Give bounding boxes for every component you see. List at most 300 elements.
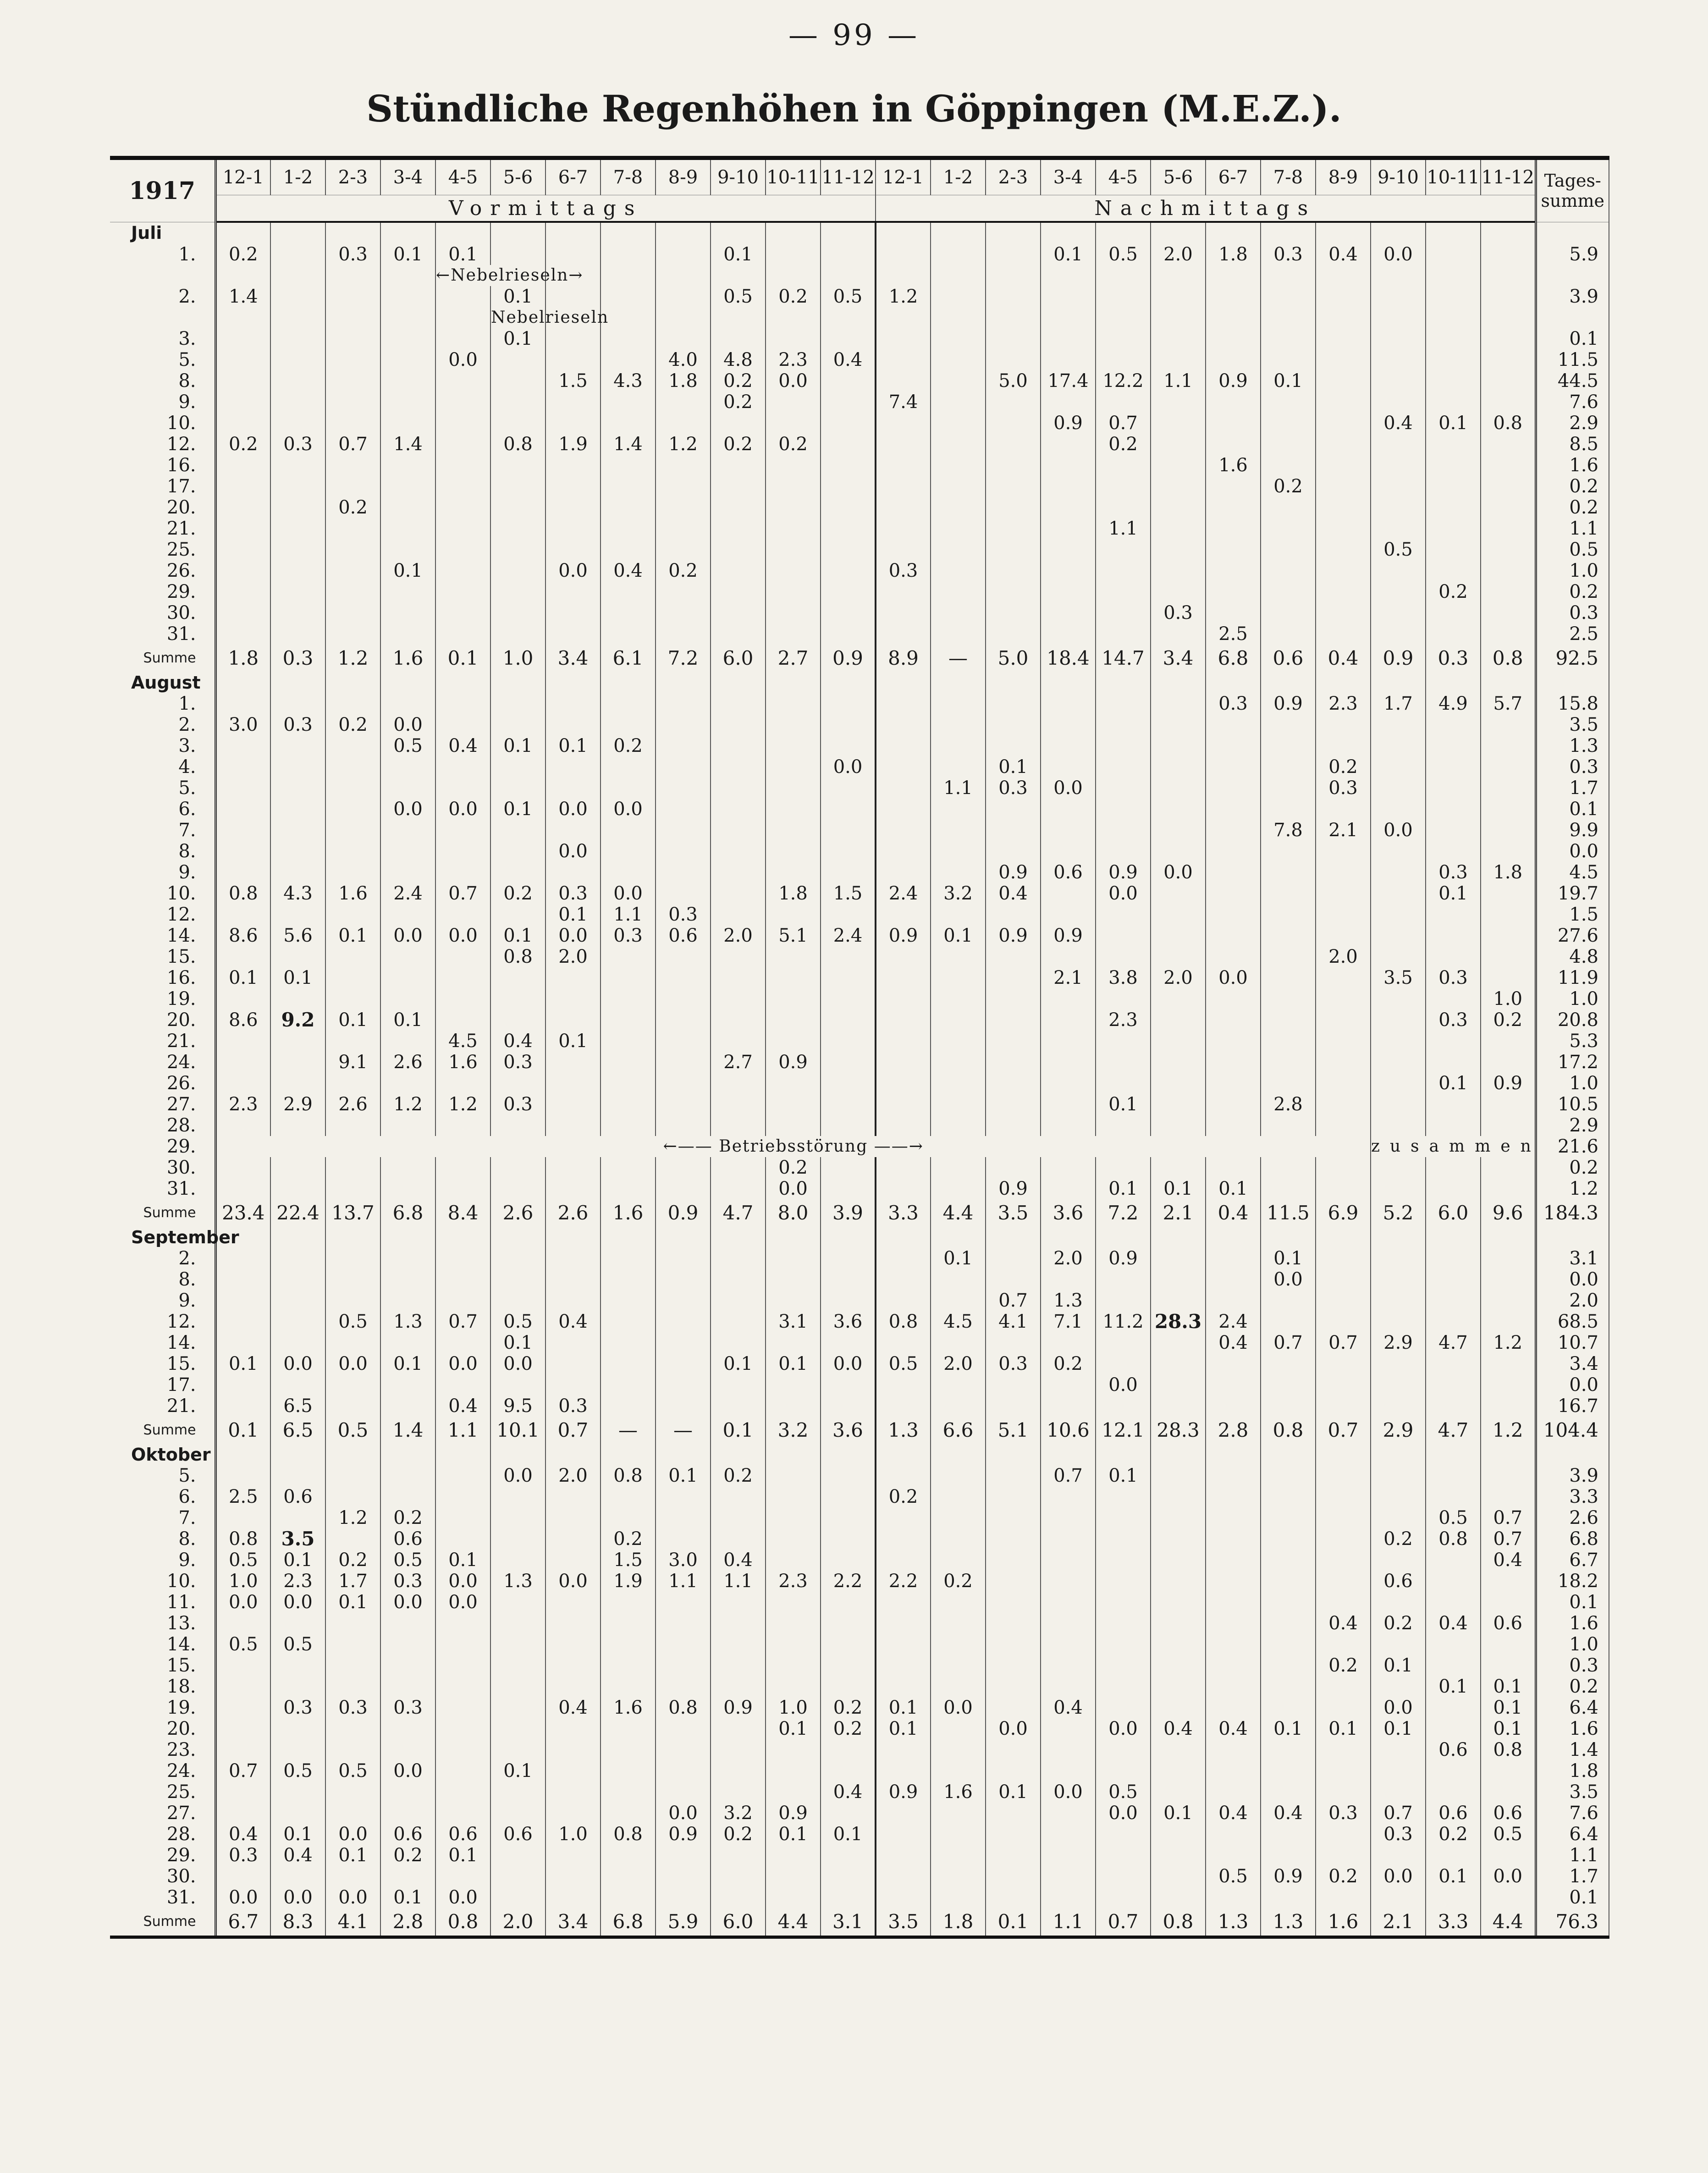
rain-value: 0.4 — [545, 1311, 601, 1332]
daily-total: 3.1 — [1536, 1248, 1609, 1269]
rain-value — [766, 560, 821, 581]
day-label: 20. — [110, 1718, 215, 1739]
rain-value — [1206, 1465, 1261, 1486]
rain-value — [1261, 904, 1316, 925]
rain-value — [711, 735, 766, 756]
rain-value — [1151, 799, 1206, 820]
rain-value — [1316, 1073, 1371, 1094]
rain-value — [545, 1718, 601, 1739]
rain-value — [986, 518, 1041, 539]
rain-value — [711, 1760, 766, 1781]
rain-value: 0.3 — [270, 1697, 325, 1718]
rain-value — [601, 841, 656, 862]
rain-value — [1481, 778, 1536, 799]
rain-value — [435, 539, 490, 560]
rain-value — [545, 1739, 601, 1760]
rain-value: 0.1 — [380, 244, 435, 265]
rain-value — [215, 476, 270, 497]
day-row — [110, 1248, 1609, 1269]
empty-cell — [1151, 265, 1206, 286]
rain-value: 0.3 — [1151, 602, 1206, 623]
rain-value — [325, 841, 380, 862]
rain-value — [711, 497, 766, 518]
rain-value — [1261, 841, 1316, 862]
rain-value — [1151, 1592, 1206, 1613]
rain-value — [656, 1634, 711, 1655]
rain-value — [1151, 1353, 1206, 1374]
rain-value — [1096, 1634, 1151, 1655]
rain-value — [821, 820, 876, 841]
rain-value: 0.2 — [380, 1845, 435, 1866]
empty-cell — [380, 222, 435, 244]
rain-value — [766, 1395, 821, 1417]
month-row — [110, 1227, 1609, 1248]
rain-value — [1261, 349, 1316, 370]
empty-cell — [215, 1444, 270, 1465]
rain-value — [1481, 1374, 1536, 1395]
rain-value — [1426, 735, 1481, 756]
rain-value — [1481, 841, 1536, 862]
rain-value — [380, 1269, 435, 1290]
rain-value — [656, 1178, 711, 1199]
rain-value: 1.1 — [711, 1571, 766, 1592]
rain-value: 0.2 — [931, 1571, 986, 1592]
empty-cell — [821, 672, 876, 693]
rain-value — [1151, 581, 1206, 602]
rain-value: 1.2 — [380, 1094, 435, 1115]
rain-value — [1096, 1486, 1151, 1507]
empty-cell — [656, 1227, 711, 1248]
rain-value — [380, 392, 435, 413]
rain-value — [876, 1073, 931, 1094]
rain-value — [325, 1781, 380, 1803]
rain-value — [270, 1269, 325, 1290]
rain-value — [1371, 623, 1426, 645]
empty-cell — [1316, 222, 1371, 244]
rain-value — [931, 1374, 986, 1395]
rain-value — [490, 349, 545, 370]
rain-value — [1151, 560, 1206, 581]
empty-cell — [215, 265, 270, 286]
rain-value — [545, 1676, 601, 1697]
rain-value — [1151, 1157, 1206, 1178]
rain-value: 0.0 — [380, 714, 435, 735]
rain-value: 0.9 — [1096, 1248, 1151, 1269]
summe-value: 1.3 — [1206, 1908, 1261, 1937]
rain-value — [1261, 455, 1316, 476]
rain-value — [1261, 560, 1316, 581]
rain-value — [380, 1465, 435, 1486]
rain-value — [766, 1781, 821, 1803]
rain-value — [766, 799, 821, 820]
rain-value — [986, 1760, 1041, 1781]
rain-value: 1.5 — [545, 370, 601, 392]
rain-value — [1481, 392, 1536, 413]
rain-value — [490, 1290, 545, 1311]
rain-value — [931, 904, 986, 925]
rain-value — [656, 1676, 711, 1697]
rain-value — [1371, 602, 1426, 623]
rain-value — [601, 1052, 656, 1073]
rain-value — [490, 1697, 545, 1718]
rain-value — [1041, 602, 1096, 623]
rain-value: 0.3 — [325, 244, 380, 265]
rain-value — [821, 967, 876, 988]
rain-value: 0.1 — [380, 1353, 435, 1374]
rain-value: 0.3 — [986, 778, 1041, 799]
summe-row — [110, 1908, 1609, 1937]
rain-value — [1151, 1824, 1206, 1845]
rain-value — [490, 1676, 545, 1697]
rain-value — [821, 1115, 876, 1136]
rain-value — [1481, 1887, 1536, 1908]
summe-value: 3.3 — [1426, 1908, 1481, 1937]
rain-value: 0.0 — [270, 1353, 325, 1374]
rain-value — [1316, 392, 1371, 413]
rain-value: 0.2 — [325, 1550, 380, 1571]
empty-cell — [215, 222, 270, 244]
rain-value — [325, 1115, 380, 1136]
day-row — [110, 476, 1609, 497]
day-label: 26. — [110, 1073, 215, 1094]
empty-cell — [1096, 672, 1151, 693]
empty-cell — [325, 1444, 380, 1465]
page-title: Stündliche Regenhöhen in Göppingen (M.E.Z.). — [366, 87, 1342, 130]
rain-value — [490, 1781, 545, 1803]
rain-value — [270, 413, 325, 434]
rain-value — [545, 328, 601, 349]
rain-value — [490, 988, 545, 1009]
rain-value: 28.3 — [1151, 1311, 1206, 1332]
rain-value — [490, 1528, 545, 1550]
rain-value: 0.1 — [490, 1760, 545, 1781]
rain-value: 0.4 — [1041, 1697, 1096, 1718]
rain-value — [986, 1374, 1041, 1395]
rain-value — [1041, 1332, 1096, 1353]
summe-value: 1.2 — [325, 645, 380, 672]
rain-value — [1206, 539, 1261, 560]
rain-value — [1041, 1374, 1096, 1395]
rain-value — [601, 1760, 656, 1781]
summe-value: 1.8 — [931, 1908, 986, 1937]
rain-value — [1041, 946, 1096, 967]
rain-value — [656, 1374, 711, 1395]
rain-value — [766, 413, 821, 434]
rain-value — [1481, 581, 1536, 602]
rain-value — [1096, 1739, 1151, 1760]
summe-value: 0.9 — [1371, 645, 1426, 672]
rain-value — [711, 1157, 766, 1178]
rain-value — [1206, 413, 1261, 434]
rain-value — [1206, 1739, 1261, 1760]
rain-value: 0.1 — [325, 925, 380, 946]
rain-value — [1426, 1486, 1481, 1507]
rain-value: 1.3 — [1041, 1290, 1096, 1311]
rain-value: 0.4 — [1316, 244, 1371, 265]
rain-value: 0.7 — [215, 1760, 270, 1781]
summe-value: — — [656, 1417, 711, 1444]
hour-header-pm: 6-7 — [1206, 158, 1261, 195]
rain-value — [380, 1248, 435, 1269]
rain-value: 0.4 — [270, 1845, 325, 1866]
empty-cell — [1426, 265, 1481, 286]
rain-value — [1206, 756, 1261, 778]
rain-value — [270, 602, 325, 623]
rain-value — [656, 1528, 711, 1550]
rain-value — [1481, 1157, 1536, 1178]
summe-value: 4.4 — [931, 1199, 986, 1227]
empty-cell — [601, 1444, 656, 1465]
rain-value: 0.0 — [1371, 1697, 1426, 1718]
rain-value — [656, 1486, 711, 1507]
rain-value — [1151, 1760, 1206, 1781]
rain-value: 0.1 — [1481, 1676, 1536, 1697]
rain-value — [601, 518, 656, 539]
rain-value — [1151, 1887, 1206, 1908]
summe-value: 6.0 — [1426, 1199, 1481, 1227]
day-row — [110, 349, 1609, 370]
rain-value: 0.1 — [490, 286, 545, 307]
rain-value — [1041, 349, 1096, 370]
rain-value — [931, 1528, 986, 1550]
rain-value — [270, 1739, 325, 1760]
rain-value — [380, 967, 435, 988]
rain-value: 0.8 — [1481, 1739, 1536, 1760]
rain-value — [656, 946, 711, 967]
empty-cell — [1041, 222, 1096, 244]
span-note: ←Nebelrieseln→ — [435, 265, 545, 286]
rain-value: 1.6 — [601, 1697, 656, 1718]
rain-value — [1041, 518, 1096, 539]
rain-value — [1041, 1009, 1096, 1031]
rain-value — [435, 1465, 490, 1486]
rain-value: 0.7 — [1041, 1465, 1096, 1486]
rain-value — [1096, 1571, 1151, 1592]
month-row — [110, 222, 1609, 244]
rain-value — [766, 1760, 821, 1781]
rain-value: 2.0 — [545, 1465, 601, 1486]
rain-value: 2.4 — [1206, 1311, 1261, 1332]
rain-value — [1316, 883, 1371, 904]
day-label: 1. — [110, 693, 215, 714]
rain-value — [1206, 1290, 1261, 1311]
rain-value — [601, 1094, 656, 1115]
rain-value — [1261, 1760, 1316, 1781]
rain-value — [1041, 1845, 1096, 1866]
rain-value — [270, 1866, 325, 1887]
rain-value — [1481, 1486, 1536, 1507]
rain-value — [821, 455, 876, 476]
rain-value — [821, 946, 876, 967]
rain-value — [1151, 1009, 1206, 1031]
rain-value — [656, 756, 711, 778]
empty-cell — [1206, 1444, 1261, 1465]
rain-value — [1206, 820, 1261, 841]
rain-value — [1371, 518, 1426, 539]
rain-value: 0.7 — [435, 883, 490, 904]
rain-value — [1426, 476, 1481, 497]
rain-value — [931, 1465, 986, 1486]
rain-value: 3.5 — [270, 1528, 325, 1550]
rain-value — [986, 1052, 1041, 1073]
daily-total: 0.2 — [1536, 581, 1609, 602]
rain-value — [821, 370, 876, 392]
rain-value: 0.0 — [215, 1592, 270, 1613]
rain-value — [1316, 1248, 1371, 1269]
rain-value — [766, 1866, 821, 1887]
summe-value: 11.5 — [1261, 1199, 1316, 1227]
rain-value — [986, 413, 1041, 434]
rain-value — [876, 1115, 931, 1136]
rain-value: 0.1 — [215, 1353, 270, 1374]
rain-value — [1371, 1248, 1426, 1269]
rain-value: 2.0 — [1041, 1248, 1096, 1269]
day-label: 16. — [110, 455, 215, 476]
empty-cell — [270, 265, 325, 286]
rain-value — [490, 1739, 545, 1760]
rain-value — [435, 1781, 490, 1803]
empty-cell — [490, 1444, 545, 1465]
rain-value — [1371, 1465, 1426, 1486]
rain-value — [1151, 1697, 1206, 1718]
rain-value: 0.9 — [1041, 413, 1096, 434]
day-row — [110, 1845, 1609, 1866]
rain-value — [1371, 862, 1426, 883]
rain-value — [545, 1634, 601, 1655]
rain-value — [490, 1157, 545, 1178]
rain-value: 1.2 — [1481, 1332, 1536, 1353]
rain-value — [931, 1178, 986, 1199]
month-row — [110, 1444, 1609, 1465]
rain-value — [931, 1094, 986, 1115]
rain-value — [1096, 946, 1151, 967]
rain-value: 0.1 — [821, 1824, 876, 1845]
rain-value — [1206, 1824, 1261, 1845]
rain-value: 0.2 — [1371, 1613, 1426, 1634]
day-label: 28. — [110, 1115, 215, 1136]
rain-value — [656, 518, 711, 539]
rain-value — [986, 1592, 1041, 1613]
rain-value — [325, 820, 380, 841]
rain-value — [1316, 476, 1371, 497]
hour-header-am: 8-9 — [656, 158, 711, 195]
rain-value — [435, 1269, 490, 1290]
rain-value — [545, 539, 601, 560]
hour-header-am: 9-10 — [711, 158, 766, 195]
rain-value: 2.3 — [766, 1571, 821, 1592]
rain-value: 2.0 — [711, 925, 766, 946]
rain-value — [1206, 1115, 1261, 1136]
rain-value — [490, 820, 545, 841]
rain-value — [601, 1634, 656, 1655]
rain-value: 0.9 — [1261, 1866, 1316, 1887]
rain-value: 5.0 — [986, 370, 1041, 392]
rain-value — [1316, 1676, 1371, 1697]
rain-value — [1371, 1311, 1426, 1332]
rain-value — [380, 1395, 435, 1417]
rain-value — [1426, 370, 1481, 392]
rain-value — [656, 581, 711, 602]
rain-value — [435, 820, 490, 841]
rain-value — [490, 244, 545, 265]
rain-value — [1096, 1052, 1151, 1073]
rain-value — [215, 1157, 270, 1178]
empty-cell — [986, 672, 1041, 693]
empty-cell — [325, 265, 380, 286]
empty-cell — [1481, 222, 1536, 244]
daily-total: 18.2 — [1536, 1571, 1609, 1592]
rain-value — [1206, 1094, 1261, 1115]
empty-cell — [270, 1444, 325, 1465]
rain-value — [1426, 623, 1481, 645]
rain-value — [270, 1157, 325, 1178]
rain-value: 4.7 — [1426, 1332, 1481, 1353]
empty-cell — [821, 222, 876, 244]
hour-header-am: 7-8 — [601, 158, 656, 195]
empty-cell — [1371, 1227, 1426, 1248]
rain-value — [270, 1248, 325, 1269]
rain-value — [931, 820, 986, 841]
rain-value — [1316, 1269, 1371, 1290]
rain-value — [711, 1031, 766, 1052]
rain-value — [325, 392, 380, 413]
rain-value — [1481, 539, 1536, 560]
daily-total: 0.3 — [1536, 756, 1609, 778]
rain-value — [1151, 1550, 1206, 1571]
rain-value — [1371, 476, 1426, 497]
rain-value: 0.0 — [1096, 1374, 1151, 1395]
rain-value — [931, 1031, 986, 1052]
rain-value — [1481, 714, 1536, 735]
rain-value — [1261, 602, 1316, 623]
rain-value — [1096, 1290, 1151, 1311]
rain-value — [1261, 1507, 1316, 1528]
rain-value — [1261, 1395, 1316, 1417]
rain-value — [1261, 518, 1316, 539]
daily-total: 1.1 — [1536, 518, 1609, 539]
rain-value — [215, 1613, 270, 1634]
rain-value — [1206, 925, 1261, 946]
rain-value — [711, 1374, 766, 1395]
rain-value — [1316, 370, 1371, 392]
rain-value: 0.4 — [545, 1697, 601, 1718]
rain-value — [545, 1115, 601, 1136]
rain-value — [1371, 1157, 1426, 1178]
summe-value: 1.6 — [1316, 1908, 1371, 1937]
rain-value — [435, 1486, 490, 1507]
hour-header-pm: 4-5 — [1096, 158, 1151, 195]
rain-value — [766, 1739, 821, 1760]
rain-value — [435, 1332, 490, 1353]
empty-cell — [656, 307, 711, 328]
day-row — [110, 1781, 1609, 1803]
rain-value — [1041, 1592, 1096, 1613]
empty-cell — [435, 307, 490, 328]
day-label: 28. — [110, 1824, 215, 1845]
rain-value — [545, 602, 601, 623]
rain-value — [1481, 1395, 1536, 1417]
rain-value: 0.4 — [435, 1395, 490, 1417]
rain-value — [1371, 841, 1426, 862]
rain-value: 1.1 — [656, 1571, 711, 1592]
rain-value — [1206, 518, 1261, 539]
rain-value: 0.0 — [270, 1592, 325, 1613]
rain-value — [821, 539, 876, 560]
daily-total: 3.9 — [1536, 286, 1609, 307]
rain-value — [270, 349, 325, 370]
rain-value: 0.4 — [215, 1824, 270, 1845]
rain-value — [490, 497, 545, 518]
